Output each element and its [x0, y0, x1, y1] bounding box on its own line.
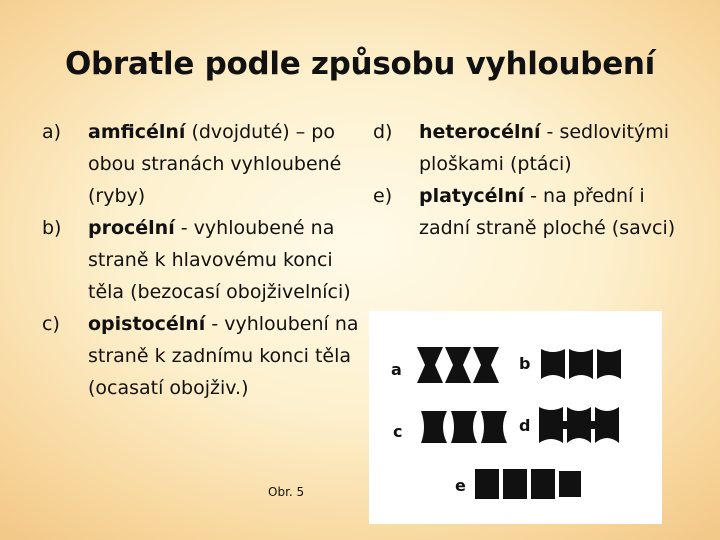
item-description: - vyhloubení na straně k zadnímu konci těla (ocasatí obojživ.)	[88, 313, 359, 399]
list-item-d	[373, 116, 693, 180]
figure-label-c: c	[393, 422, 403, 441]
list-item-e	[373, 180, 693, 244]
figure-label-b: b	[519, 354, 531, 373]
item-term: procélní	[88, 217, 175, 239]
slide-title: Obratle podle způsobu vyhloubení	[64, 46, 656, 82]
vertebra-group-c	[393, 411, 507, 443]
item-marker: a)	[42, 121, 62, 143]
figure-caption: Obr. 5	[268, 485, 305, 499]
item-description: (dvojduté) – po obou stranách vyhloubené (ryby)	[88, 121, 342, 207]
item-description: - na přední i zadní straně ploché (savci)	[419, 185, 676, 239]
item-term: amficélní	[88, 121, 186, 143]
item-marker: d)	[373, 121, 393, 143]
item-text	[88, 212, 372, 308]
item-text	[419, 116, 693, 180]
list-item-a	[42, 116, 372, 212]
figure-label-a: a	[391, 360, 402, 379]
item-marker: e)	[373, 185, 393, 207]
item-text	[88, 308, 372, 404]
item-term: opistocélní	[88, 313, 206, 335]
vertebra-group-e	[455, 469, 581, 499]
item-text	[419, 180, 693, 244]
vertebra-figure	[369, 311, 662, 524]
item-term: platycélní	[419, 185, 525, 207]
left-list	[42, 116, 372, 404]
item-marker: c)	[42, 313, 60, 335]
item-text	[88, 116, 372, 212]
vertebra-illustration	[369, 311, 662, 524]
list-item-b	[42, 212, 372, 308]
item-description: - sedlovitými ploškami (ptáci)	[419, 121, 670, 175]
item-description: - vyhloubené na straně k hlavovému konci těla (bezocasí obojživelníci)	[88, 217, 351, 303]
figure-label-d: d	[519, 416, 531, 435]
list-item-c	[42, 308, 372, 404]
figure-label-e: e	[455, 476, 466, 495]
vertebra-group-b	[519, 349, 621, 379]
item-marker: b)	[42, 217, 62, 239]
vertebra-group-d	[519, 407, 619, 443]
item-term: heterocélní	[419, 121, 541, 143]
right-list	[373, 116, 693, 244]
vertebra-group-a	[391, 347, 499, 383]
